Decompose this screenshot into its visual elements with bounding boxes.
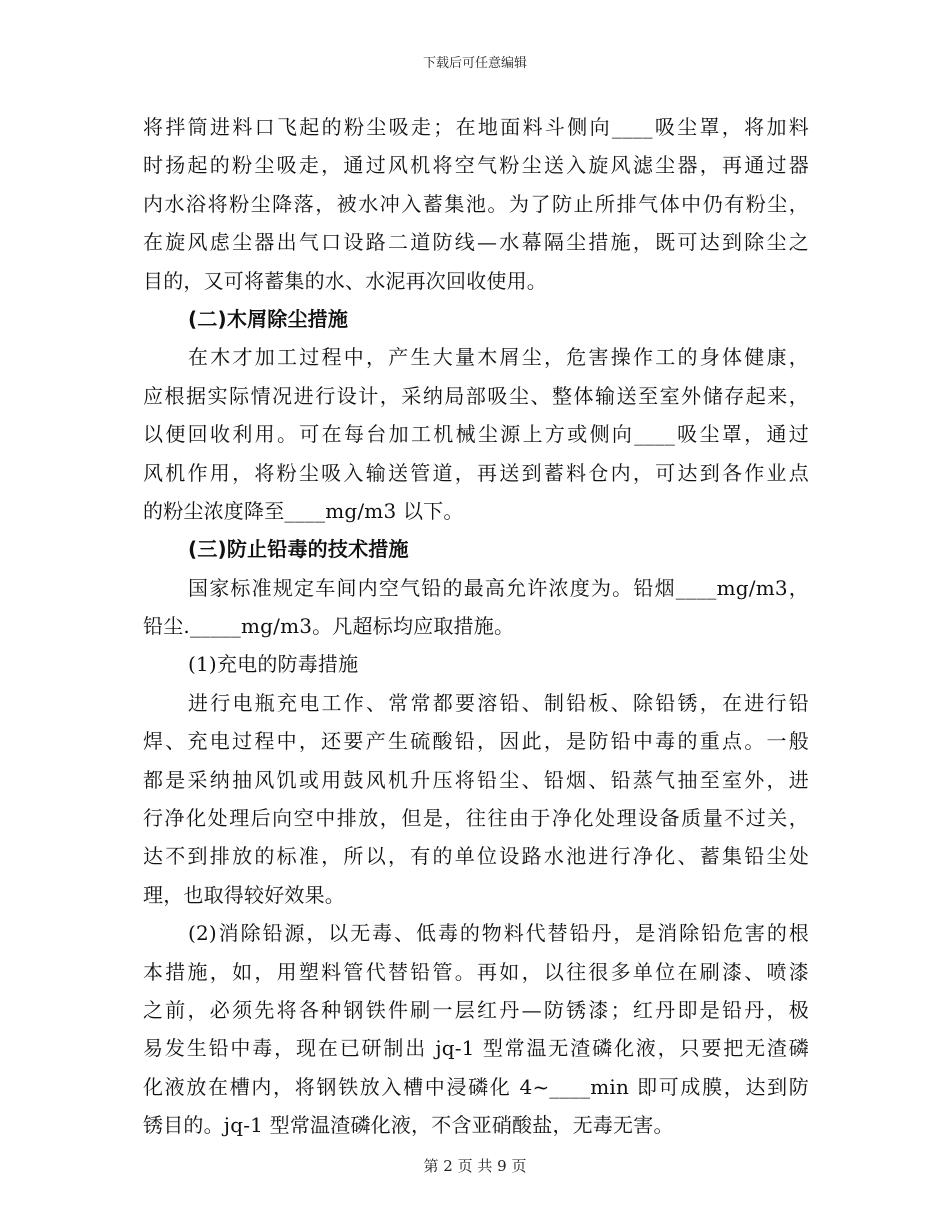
text-line: 进行电瓶充电工作、常常都要溶铅、制铅板、除铅锈，在进行铅 bbox=[188, 690, 809, 715]
text-line: 将拌筒进料口飞起的粉尘吸走；在地面料斗侧向____吸尘罩，将加料 bbox=[143, 115, 809, 139]
text-line: (1)充电的防毒措施 bbox=[188, 652, 359, 677]
text-line: 国家标准规定车间内空气铅的最高允许浓度为。铅烟____mg/m3， bbox=[188, 575, 809, 600]
text-line: 内水浴将粉尘降落，被水冲入蓄集池。为了防止所排气体中仍有粉尘， bbox=[143, 191, 809, 216]
text-line: 在旋风虑尘器出气口设路二道防线—水幕隔尘措施，既可达到除尘之 bbox=[143, 230, 809, 255]
text-line: 都是采纳抽风饥或用鼓风机升压将铅尘、铅烟、铅蒸气抽至室外，进 bbox=[143, 767, 809, 792]
text-line: 本措施，如，用塑料管代替铅管。再如，以往很多单位在刷漆、喷漆 bbox=[143, 959, 809, 984]
text-line: 行净化处理后向空中排放，但是，往往由于净化处理设备质量不过关， bbox=[143, 806, 809, 831]
text-line: 易发生铅中毒，现在已研制出 jq-1 型常温无渣磷化液，只要把无渣磷 bbox=[143, 1036, 809, 1061]
page-footer: 第 2 页 共 9 页 bbox=[423, 1157, 527, 1175]
text-line: 之前，必须先将各种钢铁件刷一层红丹—防锈漆；红丹即是铅丹，极 bbox=[143, 997, 809, 1022]
text-line: 以便回收利用。可在每台加工机械尘源上方或侧向____吸尘罩，通过 bbox=[143, 422, 809, 447]
page-header: 下载后可任意编辑 bbox=[422, 56, 527, 71]
text-line: 理，也取得较好效果。 bbox=[143, 882, 345, 907]
text-line: 的粉尘浓度降至____mg/m3 以下。 bbox=[143, 498, 464, 523]
text-line: 时扬起的粉尘吸走，通过风机将空气粉尘送入旋风滤尘器，再通过器 bbox=[143, 153, 809, 178]
section-heading: (三)防止铅毒的技术措施 bbox=[188, 537, 409, 562]
text-line: (2)消除铅源，以无毒、低毒的物料代替铅丹，是消除铅危害的根 bbox=[188, 921, 809, 946]
text-line: 应根据实际情况进行设计，采纳局部吸尘、整体输送至室外储存起来， bbox=[143, 383, 809, 408]
text-line: 目的，又可将蓄集的水、水泥再次回收使用。 bbox=[143, 268, 547, 293]
text-line: 铅尘._____mg/m3。凡超标均应取措施。 bbox=[143, 614, 515, 639]
text-line: 风机作用，将粉尘吸入输送管道，再送到蓄料仓内，可达到各作业点 bbox=[143, 460, 809, 485]
section-heading: (二)木屑除尘措施 bbox=[188, 306, 349, 331]
text-line: 锈目的。jq-1 型常温渣磷化液，不含亚硝酸盐，无毒无害。 bbox=[143, 1113, 674, 1138]
document-body bbox=[143, 108, 809, 1145]
text-line: 在木才加工过程中，产生大量木屑尘，危害操作工的身体健康， bbox=[188, 345, 809, 370]
text-line: 焊、充电过程中，还要产生硫酸铅，因此，是防铅中毒的重点。一般 bbox=[143, 729, 809, 754]
text-line: 达不到排放的标准，所以，有的单位设路水池进行净化、蓄集铅尘处 bbox=[143, 844, 809, 869]
text-line: 化液放在槽内，将钢铁放入槽中浸磷化 4~____min 即可成膜，达到防 bbox=[143, 1074, 809, 1099]
